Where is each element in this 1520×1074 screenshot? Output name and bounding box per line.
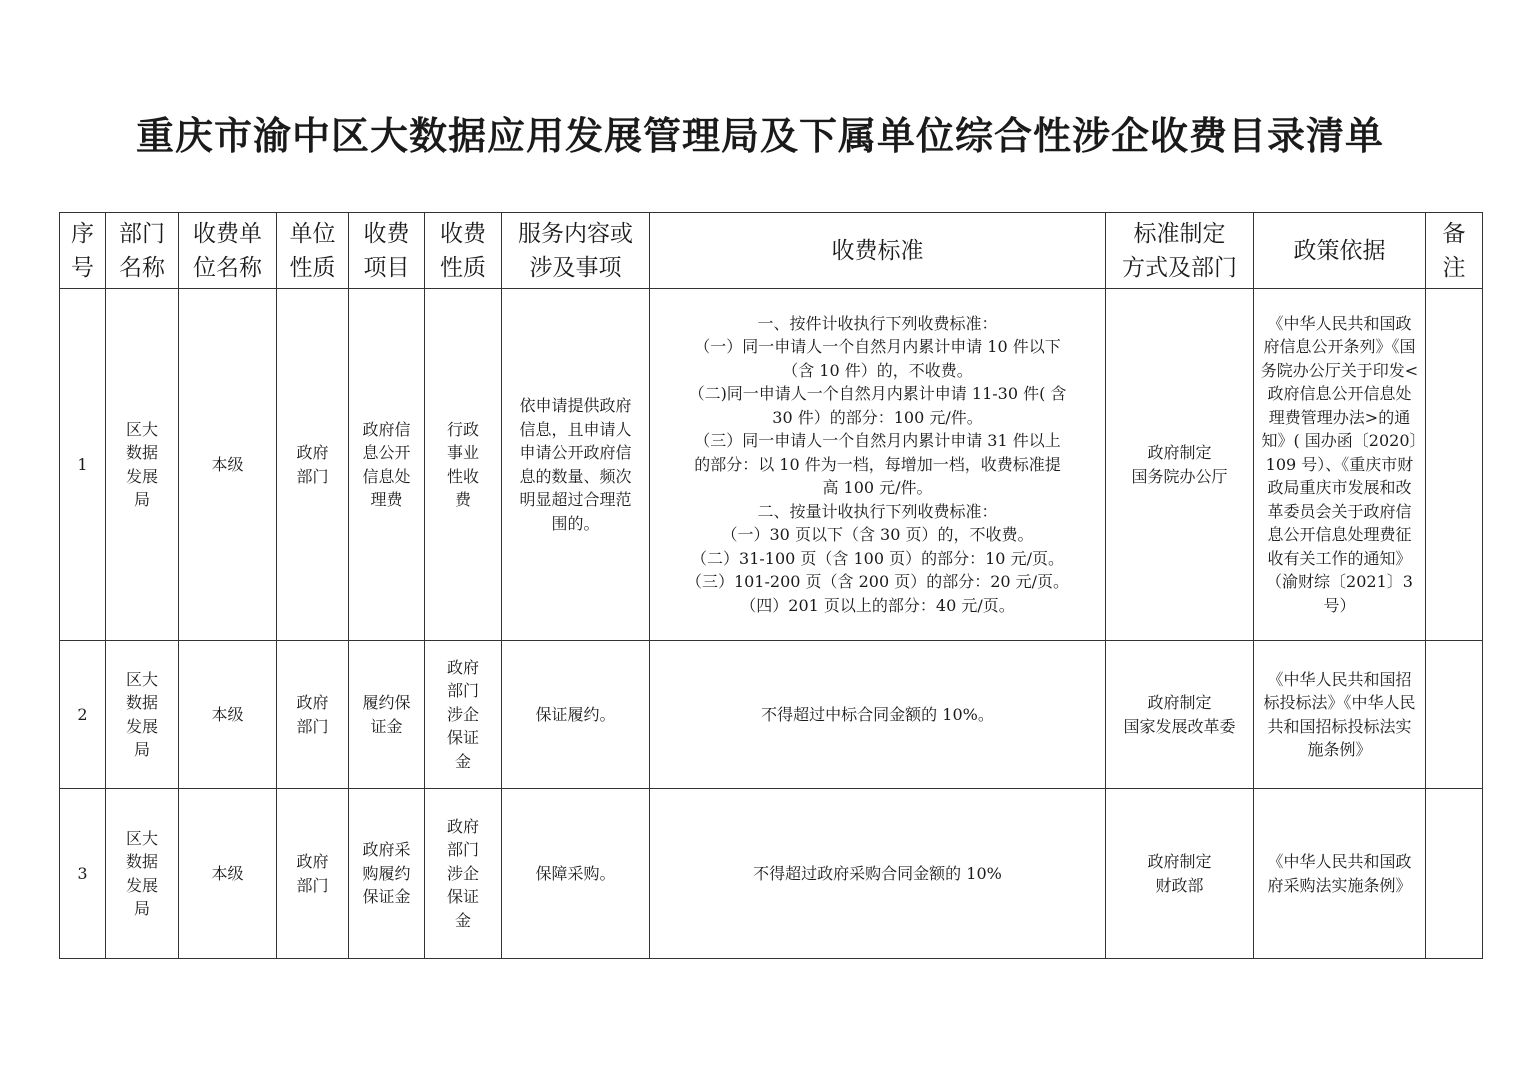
cell-unit: 本级	[179, 789, 277, 959]
cell-standard: 一、按件计收执行下列收费标准： （一）同一申请人一个自然月内累计申请 10 件以下 （含 10 件）的，不收费。 （二)同一申请人一个自然月内累计申请 11-30 件( 含 30 件）的部分：100 元/件。 （三）同一申请人一个自然月内累计申请 31 件以上 的部分：以 10 件为一档，每增加一档，收费标准提 高 100 元/件。 二、按量计收执行下列收费标准： （一）30 页以下（含 30 页）的，不收费。 （二）31-100 页（含 100 页）的部分：10 元/页。 （三）101-200 页（含 200 页）的部分：20 元/页。 （四）201 页以上的部分：40 元/页。	[650, 289, 1106, 641]
cell-seq: 2	[60, 641, 106, 789]
cell-fee-nature: 政府部门涉企保证金	[425, 789, 502, 959]
header-service: 服务内容或 涉及事项	[502, 213, 650, 289]
cell-standard: 不得超过中标合同金额的 10%。	[650, 641, 1106, 789]
header-row	[60, 213, 1483, 289]
cell-method: 政府制定 财政部	[1106, 789, 1254, 959]
header-dept: 部门 名称	[106, 213, 179, 289]
cell-nature: 政府部门	[277, 641, 349, 789]
cell-unit: 本级	[179, 641, 277, 789]
table-row	[60, 289, 1483, 641]
cell-item: 履约保证金	[349, 641, 425, 789]
header-remark: 备 注	[1426, 213, 1483, 289]
cell-service: 保证履约。	[502, 641, 650, 789]
cell-dept: 区大数据发展局	[106, 289, 179, 641]
cell-remark	[1426, 289, 1483, 641]
cell-fee-nature: 行政事业性收费	[425, 289, 502, 641]
cell-seq: 1	[60, 289, 106, 641]
cell-service: 依申请提供政府信息，且申请人申请公开政府信息的数量、频次明显超过合理范围的。	[502, 289, 650, 641]
table-row	[60, 641, 1483, 789]
header-fee-nature: 收费 性质	[425, 213, 502, 289]
cell-nature: 政府部门	[277, 289, 349, 641]
cell-unit: 本级	[179, 289, 277, 641]
cell-service: 保障采购。	[502, 789, 650, 959]
cell-remark	[1426, 789, 1483, 959]
cell-fee-nature: 政府部门涉企保证金	[425, 641, 502, 789]
fee-catalog-table	[59, 212, 1483, 959]
cell-basis: 《中华人民共和国政府信息公开条列》《国务院办公厅关于印发<政府信息公开信息处理费管理办法>的通知》( 国办函〔2020〕109 号）、《重庆市财政局重庆市发展和改革委员会关于政府信息公开信息处理费征收有关工作的通知》（渝财综〔2021〕3 号）	[1254, 289, 1426, 641]
cell-standard: 不得超过政府采购合同金额的 10%	[650, 789, 1106, 959]
table-row	[60, 789, 1483, 959]
cell-basis: 《中华人民共和国招标投标法》《中华人民共和国招标投标法实施条例》	[1254, 641, 1426, 789]
cell-dept: 区大数据发展局	[106, 789, 179, 959]
cell-dept: 区大数据发展局	[106, 641, 179, 789]
header-unit: 收费单 位名称	[179, 213, 277, 289]
header-standard: 收费标准	[650, 213, 1106, 289]
cell-seq: 3	[60, 789, 106, 959]
header-method: 标准制定 方式及部门	[1106, 213, 1254, 289]
cell-remark	[1426, 641, 1483, 789]
cell-method: 政府制定 国务院办公厅	[1106, 289, 1254, 641]
cell-item: 政府采购履约保证金	[349, 789, 425, 959]
cell-method: 政府制定 国家发展改革委	[1106, 641, 1254, 789]
cell-item: 政府信息公开信息处理费	[349, 289, 425, 641]
cell-basis: 《中华人民共和国政府采购法实施条例》	[1254, 789, 1426, 959]
header-basis: 政策依据	[1254, 213, 1426, 289]
cell-nature: 政府部门	[277, 789, 349, 959]
header-nature: 单位 性质	[277, 213, 349, 289]
header-item: 收费 项目	[349, 213, 425, 289]
page-title: 重庆市渝中区大数据应用发展管理局及下属单位综合性涉企收费目录清单	[135, 113, 1384, 158]
header-seq: 序 号	[60, 213, 106, 289]
